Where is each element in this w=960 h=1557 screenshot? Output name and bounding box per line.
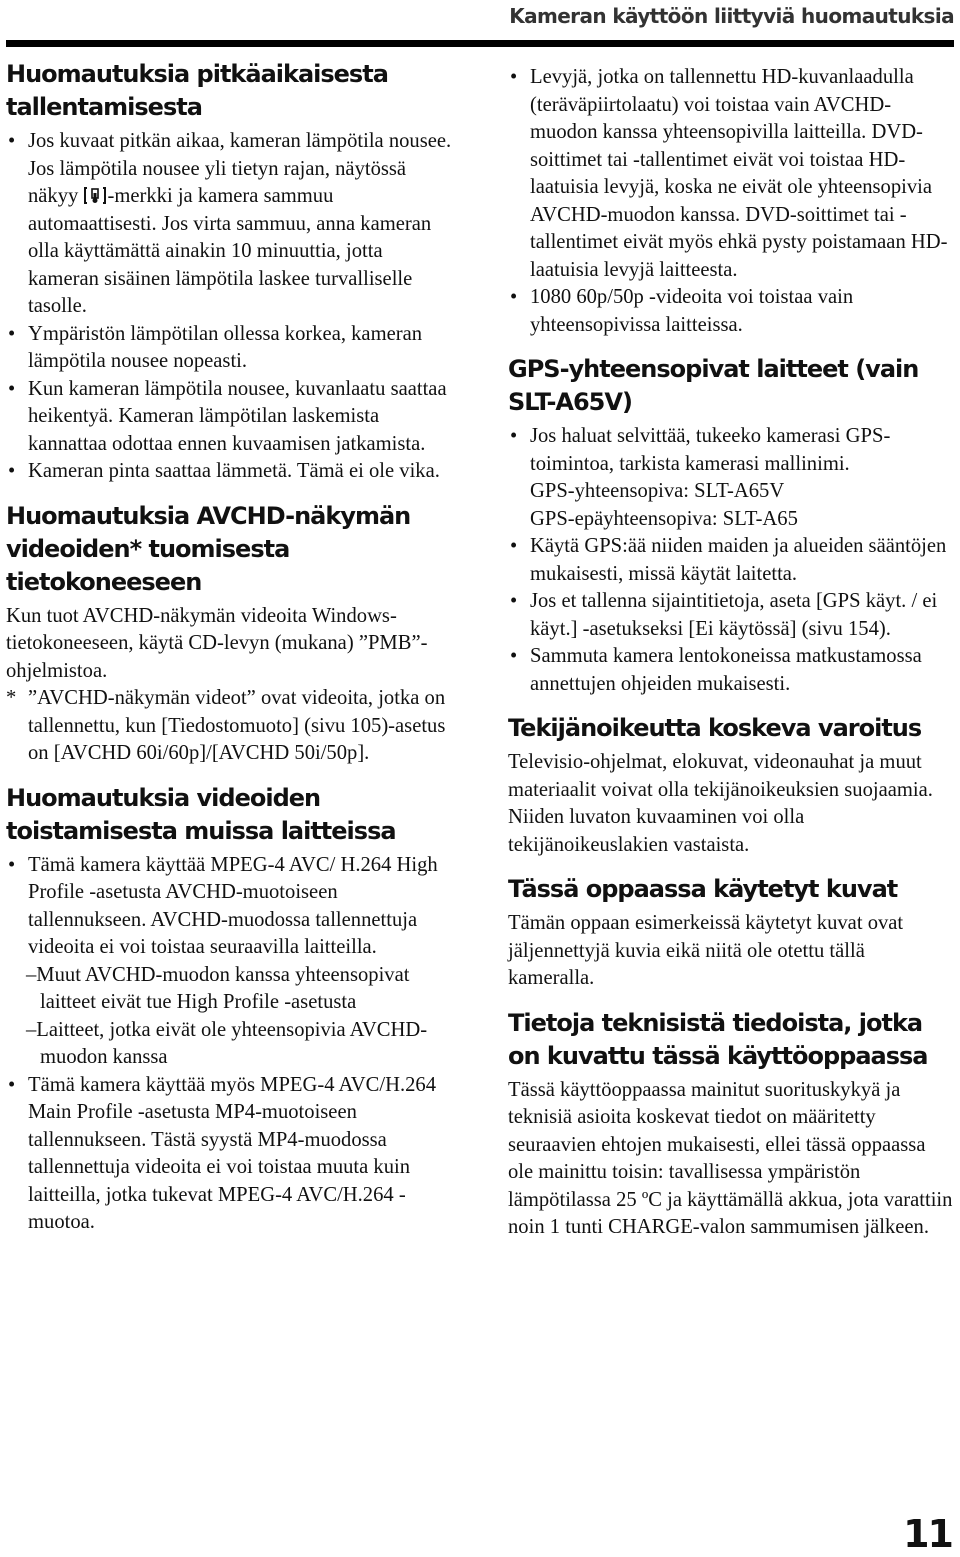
sub-item: –Muut AVCHD-muodon kanssa yhteensopivat laitteet eivät tue High Profile -asetusta xyxy=(26,963,410,1013)
footnote-mark: * xyxy=(6,687,17,709)
item-text: Kun kameran lämpötila nousee, kuvanlaatu saattaa heikentyä. Kameran lämpötilan laskemista kannattaa odottaa ennen kuvaamisen jatkamista. xyxy=(28,377,447,455)
bullet-mark: • xyxy=(510,535,518,557)
bullet-mark: • xyxy=(510,590,518,612)
section-gps xyxy=(508,353,954,698)
section-title-avchd-import: Huomautuksia AVCHD-näkymän videoiden* tuomisesta tietokoneeseen xyxy=(6,501,411,596)
gps-compatible-model: GPS-yhteensopiva: SLT-A65V xyxy=(530,480,785,502)
item-text: Tämä kamera käyttää myös MPEG-4 AVC/H.264 Main Profile -asetusta MP4-muotoiseen tallennukseen. Tästä syystä MP4-muodossa tallennettuja videoita ei voi toistaa muuta kuin laitteilla, jotka tukevat MPEG-4 AVC/H.264 -muotoa. xyxy=(28,1073,436,1233)
section-title-specs: Tietoja teknisistä tiedoista, jotka on kuvattu tässä käyttöoppaassa xyxy=(508,1008,928,1070)
list-item xyxy=(6,852,458,1072)
bullet-mark: • xyxy=(8,130,16,152)
bullet-mark: • xyxy=(8,1073,16,1096)
bullet-mark: • xyxy=(8,853,16,876)
paragraph: Tämän oppaan esimerkeissä käytetyt kuvat ovat jäljennettyjä kuvia eikä niitä ole otettu tällä kameralla. xyxy=(508,912,904,989)
item-text-continued: -merkki ja kamera sammuu automaattisesti. Jos virta sammuu, anna kameran olla käyttämättä ainakin 10 minuuttia, jotta kameran sisäinen lämpötila laskee turvalliselle tasolle. xyxy=(28,185,432,317)
list-item xyxy=(6,376,458,459)
item-text: Jos kuvaat pitkän aikaa, kameran lämpötila nousee. Jos lämpötila nousee yli tietyn rajan, näytössä näkyy xyxy=(28,130,452,207)
list-item xyxy=(6,1072,458,1237)
section-title-long-recording: Huomautuksia pitkäaikaisesta tallentamisesta xyxy=(6,60,388,121)
section-avchd-import xyxy=(6,500,458,768)
item-text: Jos haluat selvittää, tukeeko kamerasi GPS-toimintoa, tarkista kamerasi mallinimi. xyxy=(530,425,891,475)
section-disc-playback xyxy=(508,64,954,339)
bullet-mark: • xyxy=(8,460,16,482)
list-item xyxy=(6,128,458,321)
list-item xyxy=(508,284,954,339)
section-title-gps: GPS-yhteensopivat laitteet (vain SLT-A65V) xyxy=(508,355,919,416)
bullet-mark: • xyxy=(510,425,518,447)
section-images xyxy=(508,873,954,993)
sub-item: –Laitteet, jotka eivät ole yhteensopivia AVCHD-muodon kanssa xyxy=(26,1018,428,1068)
item-text: 1080 60p/50p -videoita voi toistaa vain yhteensopivissa laitteissa. xyxy=(530,286,854,336)
footnote-text: ”AVCHD-näkymän videot” ovat videoita, jotka on tallennettu, kun [Tiedostomuoto] (sivu 105)-asetus on [AVCHD 60i/60p]/[AVCHD 50i/50p]. xyxy=(28,687,446,764)
list-item xyxy=(6,458,458,486)
running-title: Kameran käyttöön liittyviä huomautuksia xyxy=(509,4,954,28)
section-playback-other-devices xyxy=(6,782,458,1237)
bullet-mark: • xyxy=(510,286,518,308)
section-title-images: Tässä oppaassa käytetyt kuvat xyxy=(508,875,898,903)
section-long-recording xyxy=(6,58,458,486)
bullet-list xyxy=(508,64,954,339)
bullet-mark: • xyxy=(8,377,16,400)
paragraph: Kun tuot AVCHD-näkymän videoita Windows-tietokoneeseen, käytä CD-levyn (mukana) ”PMB”-ohjelmistoa. xyxy=(6,604,428,682)
header-rule xyxy=(6,40,954,47)
gps-incompatible-model: GPS-epäyhteensopiva: SLT-A65 xyxy=(530,507,798,530)
section-title-playback-other: Huomautuksia videoiden toistamisesta muissa laitteissa xyxy=(6,783,396,845)
item-text: Levyjä, jotka on tallennettu HD-kuvanlaadulla (teräväpiirtolaatu) voi toistaa vain AVCHD-muodon kanssa yhteensopivilla laitteilla. DVD-soittimet tai -tallentimet eivät voi toistaa HD-laatuisia levyjä, koska ne eivät ole yhteensopivia AVCHD-muodon kanssa. DVD-soittimet tai -tallentimet eivät myös ehkä pysty poistamaan HD-laatuisia levyjä laitteesta. xyxy=(530,66,948,281)
paragraph: Tässä käyttöoppaassa mainitut suorituskykyä ja teknisiä asioita koskevat tiedot on määritetty seuraavien ehtojen mukaisesti, ellei tässä oppaassa ole mainittu toisin: tavallisessa ympäristön lämpötilassa 25 ºC ja käyttämällä akkua, jota varattiin noin 1 tunti CHARGE-valon sammumisen jälkeen. xyxy=(508,1078,953,1238)
left-column xyxy=(6,58,458,1251)
item-text: Jos et tallenna sijaintitietoja, aseta [GPS käyt. / ei käyt.] -asetukseksi [Ei käytössä] (sivu 154). xyxy=(530,590,938,640)
section-title-copyright: Tekijänoikeutta koskeva varoitus xyxy=(508,714,922,742)
section-specs xyxy=(508,1007,954,1242)
bullet-list xyxy=(6,852,458,1237)
item-text: Käytä GPS:ää niiden maiden ja alueiden sääntöjen mukaisesti, missä käytät laitetta. xyxy=(530,535,947,585)
paragraph: Televisio-ohjelmat, elokuvat, videonauhat ja muut materiaalit voivat olla tekijänoikeuksien suojaamia. Niiden luvaton kuvaaminen voi olla tekijänoikeuslakien vastaista. xyxy=(508,751,933,856)
list-item xyxy=(508,643,954,698)
item-text: Tämä kamera käyttää MPEG-4 AVC/ H.264 High Profile -asetusta AVCHD-muotoiseen tallennukseen. AVCHD-muodossa tallennettuja videoita ei voi toistaa seuraavilla laitteilla. xyxy=(28,853,438,958)
list-item xyxy=(508,64,954,284)
bullet-list xyxy=(508,423,954,698)
list-item xyxy=(508,588,954,643)
bullet-mark: • xyxy=(510,645,518,667)
item-text: Sammuta kamera lentokoneissa matkustamossa annettujen ohjeiden mukaisesti. xyxy=(530,645,922,695)
item-text: Ympäristön lämpötilan ollessa korkea, kameran lämpötila nousee nopeasti. xyxy=(28,322,423,372)
overheat-warning-icon xyxy=(84,186,106,205)
bullet-list xyxy=(6,128,458,486)
list-item xyxy=(508,533,954,588)
bullet-mark: • xyxy=(510,66,518,88)
page-number: 11 xyxy=(903,1512,952,1556)
item-text: Kameran pinta saattaa lämmetä. Tämä ei ole vika. xyxy=(28,460,440,482)
list-item xyxy=(508,423,954,533)
footnote xyxy=(6,685,458,768)
list-item xyxy=(6,321,458,376)
section-copyright xyxy=(508,712,954,859)
bullet-mark: • xyxy=(8,322,16,345)
right-column xyxy=(508,64,954,1256)
